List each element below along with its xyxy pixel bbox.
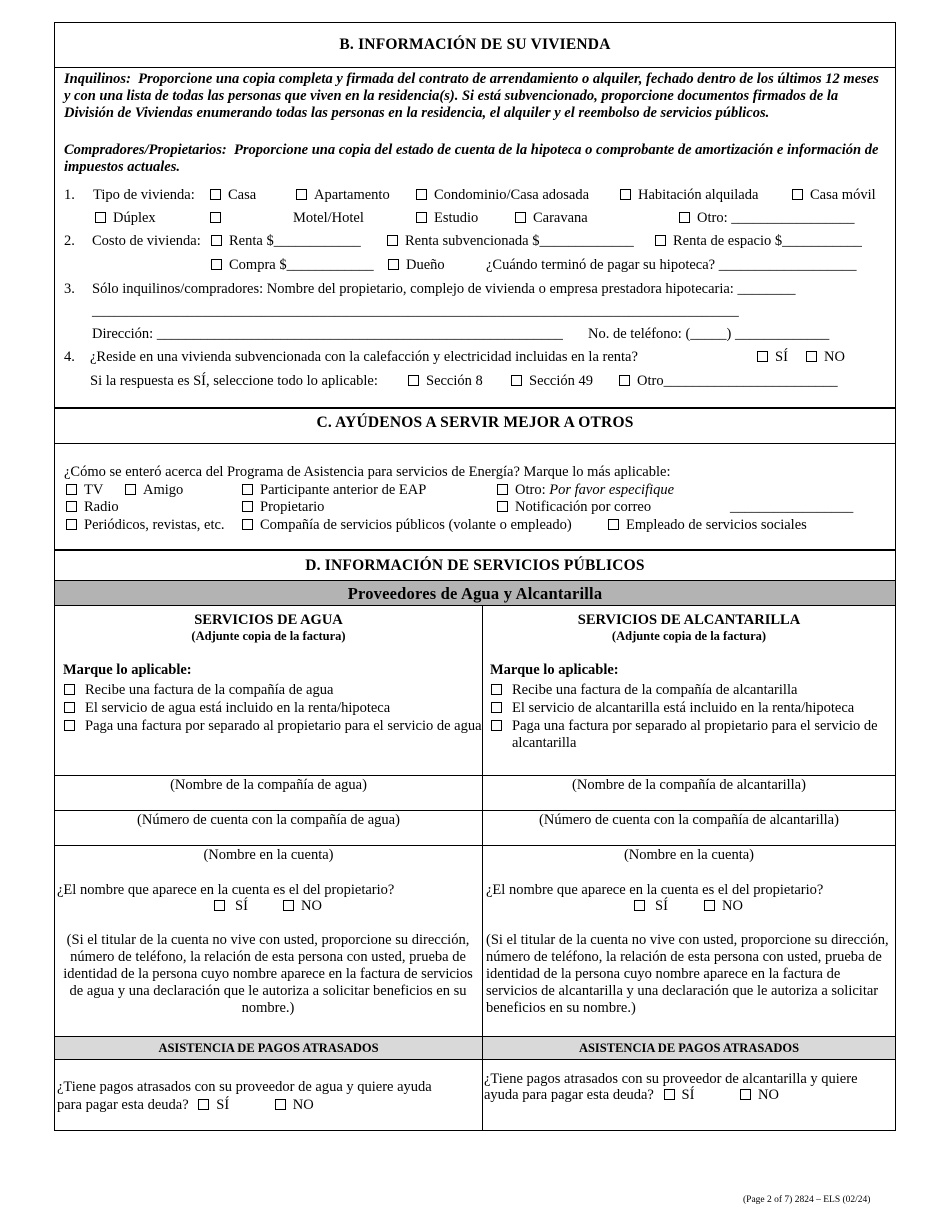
section-b-title: B. INFORMACIÓN DE SU VIVIENDA (339, 36, 611, 53)
providers-subheader (54, 580, 896, 606)
buyers-text: Proporcione una copia del estado de cuenta de la hipoteca o comprobante de amortización e información de impuestos actuales. (64, 142, 879, 175)
checkbox[interactable] (275, 1099, 286, 1110)
referral-option-periodicos[interactable]: Periódicos, revistas, etc. (66, 517, 225, 534)
q3-number: 3. (64, 281, 75, 297)
water-company-name-field[interactable]: (Nombre de la compañía de agua) (170, 777, 367, 793)
checkbox[interactable] (283, 900, 294, 911)
providers-subtitle: Proveedores de Agua y Alcantarilla (347, 584, 603, 603)
water-option-incluido[interactable]: El servicio de agua está incluido en la renta/hipoteca (64, 700, 390, 717)
q4-label: ¿Reside en una vivienda subvencionada con la calefacción y electricidad incluidas en la renta? (90, 349, 638, 365)
checkbox[interactable] (620, 189, 631, 200)
checkbox[interactable] (679, 212, 690, 223)
sewer-option-separado[interactable]: Paga una factura por separado al propietario para el servicio de alcantarilla (491, 718, 912, 752)
water-arrears-no[interactable]: NO (275, 1097, 314, 1113)
referral-option-propietario[interactable]: Propietario (242, 499, 324, 516)
cost-option-renta[interactable]: Renta $____________ (211, 233, 361, 250)
sewer-mark-label: Marque lo aplicable: (490, 662, 619, 678)
checkbox[interactable] (64, 684, 75, 695)
q2-label: Costo de vivienda: (92, 233, 201, 249)
address-field[interactable]: Dirección: ________________________________________________________ (92, 326, 563, 342)
checkbox[interactable] (210, 212, 221, 223)
checkbox[interactable] (95, 212, 106, 223)
checkbox[interactable] (757, 351, 768, 362)
sewer-attach-note: (Adjunte copia de la factura) (611, 629, 767, 643)
section-b-header (54, 22, 896, 68)
referral-option-tv[interactable]: TV (66, 482, 103, 499)
sewer-option-incluido[interactable]: El servicio de alcantarilla está incluido en la renta/hipoteca (491, 700, 854, 717)
water-option-factura[interactable]: Recibe una factura de la compañía de agua (64, 682, 333, 699)
sewer-arrears-question-line1: ¿Tiene pagos atrasados con su proveedor de alcantarilla y quiere (484, 1071, 858, 1087)
checkbox[interactable] (416, 189, 427, 200)
housing-option-condominio[interactable]: Condominio/Casa adosada (416, 187, 589, 204)
sewer-arrears-yes[interactable]: SÍ (664, 1087, 695, 1103)
checkbox[interactable] (740, 1089, 751, 1100)
section-d-header (54, 550, 896, 581)
phone-field[interactable]: No. de teléfono: (_____) _____________ (588, 326, 830, 342)
sewer-account-name-field[interactable]: (Nombre en la cuenta) (623, 847, 755, 863)
checkbox[interactable] (296, 189, 307, 200)
q1-number: 1. (64, 187, 75, 203)
housing-option-motel-label: Motel/Hotel (293, 210, 364, 226)
checkbox[interactable] (491, 684, 502, 695)
water-holder-note: (Si el titular de la cuenta no vive con usted, proporcione su dirección, número de teléfono, la relación de esta persona con usted, prueba de identidad de la persona cuyo nombre aparece en la factura de servicios de agua y una declaración que le autoriza a solicitar beneficios en su nombre.) (63, 932, 473, 1016)
checkbox[interactable] (211, 259, 222, 270)
checkbox[interactable] (491, 702, 502, 713)
referral-option-correo[interactable]: Notificación por correo (497, 499, 651, 516)
referral-option-eap[interactable]: Participante anterior de EAP (242, 482, 426, 499)
water-account-name-field[interactable]: (Nombre en la cuenta) (203, 847, 334, 863)
q4-option-seccion-8[interactable]: Sección 8 (408, 373, 483, 390)
sewer-arrears-question-line2: ayuda para pagar esta deuda? SÍ NO (484, 1087, 779, 1103)
checkbox[interactable] (387, 235, 398, 246)
q4-yes-option[interactable]: SÍ (757, 349, 788, 366)
cost-option-compra[interactable]: Compra $____________ (211, 257, 374, 274)
referral-option-amigo[interactable]: Amigo (125, 482, 183, 499)
sewer-owner-question: ¿El nombre que aparece en la cuenta es el del propietario? (486, 882, 824, 898)
checkbox[interactable] (388, 259, 399, 270)
housing-option-apartamento[interactable]: Apartamento (296, 187, 390, 204)
checkbox[interactable] (125, 484, 136, 495)
checkbox[interactable] (242, 484, 253, 495)
water-owner-no[interactable]: NO (283, 898, 322, 915)
table-row-divider (54, 775, 896, 776)
q3-blank-line[interactable]: ________________________________________________________________________________________ (92, 303, 739, 319)
referral-option-compania[interactable]: Compañía de servicios públicos (volante o empleado) (242, 517, 572, 534)
housing-option-motel-checkbox[interactable] (210, 210, 228, 227)
q1-label: Tipo de vivienda: (93, 187, 195, 203)
sewer-title: SERVICIOS DE ALCANTARILLA (577, 612, 801, 628)
sewer-owner-no[interactable]: NO (704, 898, 743, 915)
cost-option-renta-espacio[interactable]: Renta de espacio $___________ (655, 233, 862, 250)
housing-option-duplex[interactable]: Dúplex (95, 210, 156, 227)
water-title: SERVICIOS DE AGUA (194, 612, 343, 628)
sewer-arrears-header (482, 1036, 896, 1060)
q4-number: 4. (64, 349, 75, 365)
section-d-title: D. INFORMACIÓN DE SERVICIOS PÚBLICOS (305, 557, 645, 574)
checkbox[interactable] (416, 212, 427, 223)
checkbox[interactable] (66, 484, 77, 495)
checkbox[interactable] (242, 501, 253, 512)
checkbox[interactable] (214, 900, 225, 911)
checkbox[interactable] (806, 351, 817, 362)
cost-option-renta-subvencionada[interactable]: Renta subvencionada $_____________ (387, 233, 634, 250)
section-c-title: C. AYÚDENOS A SERVIR MEJOR A OTROS (316, 414, 634, 431)
referral-option-otro[interactable]: Otro: Por favor especifique (497, 482, 674, 499)
sewer-holder-note: (Si el titular de la cuenta no vive con usted, proporcione su dirección, número de teléfono, la relación de esta persona con usted, prueba de identidad de la persona cuyo nombre aparece en la factura de servicios de alcantarilla y una declaración que le autoriza a solicitar beneficios en su nombre.) (486, 932, 889, 1016)
sewer-owner-yes[interactable]: SÍ (634, 898, 668, 915)
checkbox[interactable] (608, 519, 619, 530)
q4-no-option[interactable]: NO (806, 349, 845, 366)
checkbox[interactable] (64, 702, 75, 713)
checkbox[interactable] (211, 235, 222, 246)
checkbox[interactable] (792, 189, 803, 200)
water-arrears-yes[interactable]: SÍ (198, 1097, 229, 1113)
tenants-instructions (64, 71, 886, 122)
housing-option-casa[interactable]: Casa (210, 187, 256, 204)
water-arrears-question-line2: para pagar esta deuda? SÍ NO (57, 1097, 314, 1113)
q4-option-otro[interactable]: Otro________________________ (619, 373, 838, 390)
tenants-label: Inquilinos: (64, 71, 131, 87)
checkbox[interactable] (66, 501, 77, 512)
q4-option-seccion-49[interactable]: Sección 49 (511, 373, 593, 390)
referral-question: ¿Cómo se enteró acerca del Programa de Asistencia para servicios de Energía? Marque lo más aplicable: (64, 464, 671, 480)
cost-option-dueno[interactable]: Dueño (388, 257, 445, 274)
checkbox[interactable] (515, 212, 526, 223)
checkbox[interactable] (408, 375, 419, 386)
page-footer: (Page 2 of 7) 2824 – ELS (02/24) (743, 1195, 871, 1205)
q4-sub-label: Si la respuesta es SÍ, seleccione todo lo aplicable: (90, 373, 378, 389)
sewer-option-factura[interactable]: Recibe una factura de la compañía de alcantarilla (491, 682, 797, 699)
buyers-label: Compradores/Propietarios: (64, 142, 227, 158)
housing-option-habitacion[interactable]: Habitación alquilada (620, 187, 758, 204)
water-arrears-title: ASISTENCIA DE PAGOS ATRASADOS (158, 1041, 379, 1055)
water-option-separado[interactable]: Paga una factura por separado al propietario para el servicio de agua (64, 718, 501, 735)
checkbox[interactable] (66, 519, 77, 530)
referral-option-radio[interactable]: Radio (66, 499, 119, 516)
q3-label[interactable]: Sólo inquilinos/compradores: Nombre del propietario, complejo de vivienda o empresa prestadora hipotecaria: ________ (92, 281, 796, 297)
checkbox[interactable] (704, 900, 715, 911)
water-owner-yes[interactable]: SÍ (214, 898, 248, 915)
table-row-divider (54, 810, 896, 811)
checkbox[interactable] (242, 519, 253, 530)
section-c-header (54, 408, 896, 444)
water-mark-label: Marque lo aplicable: (63, 662, 192, 678)
housing-option-casa-movil[interactable]: Casa móvil (792, 187, 876, 204)
referral-other-hint: Por favor especifique (549, 482, 675, 498)
checkbox[interactable] (491, 720, 502, 731)
housing-option-estudio[interactable]: Estudio (416, 210, 478, 227)
housing-option-caravana[interactable]: Caravana (515, 210, 588, 227)
checkbox[interactable] (655, 235, 666, 246)
referral-option-empleado[interactable]: Empleado de servicios sociales (608, 517, 807, 534)
sewer-account-number-field[interactable]: (Número de cuenta con la compañía de alcantarilla) (539, 812, 839, 828)
water-owner-question: ¿El nombre que aparece en la cuenta es el del propietario? (57, 882, 395, 898)
mortgage-paid-question[interactable]: ¿Cuándo terminó de pagar su hipoteca? ___________________ (486, 257, 857, 273)
water-account-number-field[interactable]: (Número de cuenta con la compañía de agua) (137, 812, 400, 828)
water-arrears-header (54, 1036, 483, 1060)
checkbox[interactable] (511, 375, 522, 386)
checkbox[interactable] (664, 1089, 675, 1100)
sewer-arrears-title: ASISTENCIA DE PAGOS ATRASADOS (578, 1041, 800, 1055)
checkbox[interactable] (619, 375, 630, 386)
water-attach-note: (Adjunte copia de la factura) (191, 629, 346, 643)
q2-number: 2. (64, 233, 75, 249)
checkbox[interactable] (634, 900, 645, 911)
checkbox[interactable] (198, 1099, 209, 1110)
referral-other-line[interactable]: _________________ (730, 499, 854, 515)
water-arrears-question-line1: ¿Tiene pagos atrasados con su proveedor de agua y quiere ayuda (57, 1079, 432, 1095)
buyers-instructions (64, 142, 886, 176)
checkbox[interactable] (497, 501, 508, 512)
sewer-arrears-no[interactable]: NO (740, 1087, 779, 1103)
housing-option-otro[interactable]: Otro: _________________ (679, 210, 854, 227)
checkbox[interactable] (210, 189, 221, 200)
checkbox[interactable] (64, 720, 75, 731)
table-row-divider (54, 845, 896, 846)
tenants-text: Proporcione una copia completa y firmada del contrato de arrendamiento o alquiler, fechado dentro de los últimos 12 meses y con una lista de todas las personas que viven en la residencia(s). Si está subvencionado, proporcione documentos firmados de la División de Viviendas enumerando todas las personas en la residencia, el alquiler y el reembolso de servicios públicos. (64, 71, 879, 121)
sewer-company-name-field[interactable]: (Nombre de la compañía de alcantarilla) (572, 777, 806, 793)
checkbox[interactable] (497, 484, 508, 495)
